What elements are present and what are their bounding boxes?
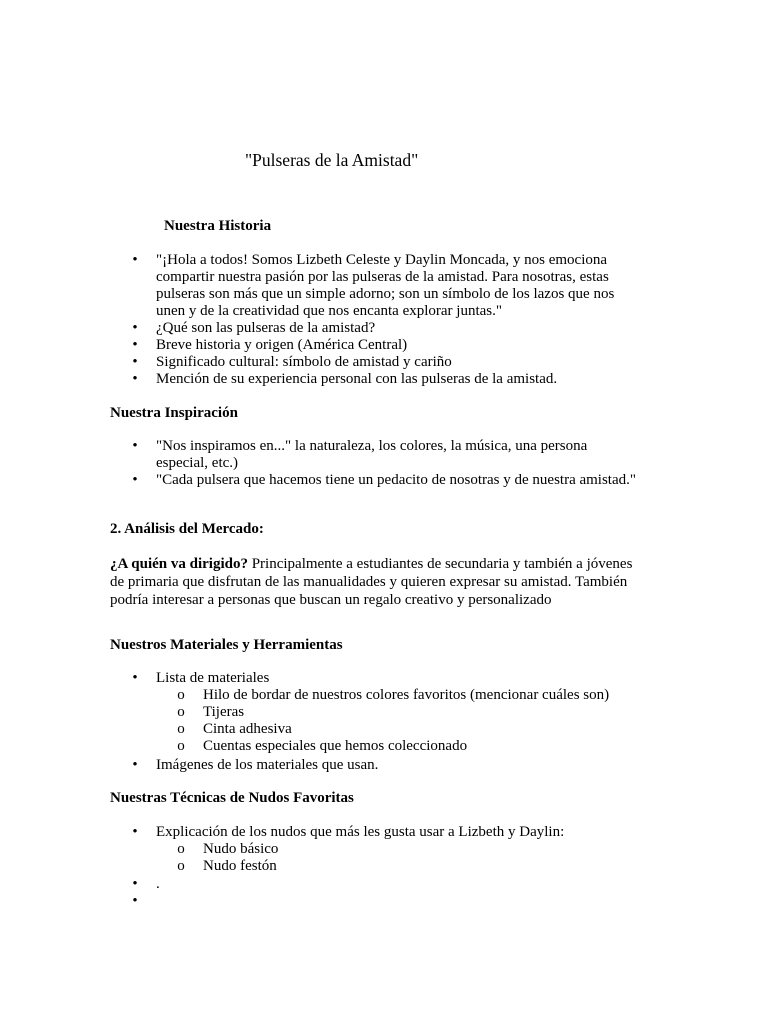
inspiracion-list-item-continuation: especial, etc.) bbox=[156, 455, 239, 471]
historia-intro-line: unen y de la creatividad que nos encanta explorar juntas." bbox=[156, 303, 502, 319]
sub-bullet-marker: o bbox=[177, 721, 185, 737]
bullet-marker: • bbox=[132, 438, 138, 454]
tecnicas-list-item: . bbox=[156, 876, 160, 892]
materiales-sub-item: Tijeras bbox=[203, 704, 245, 720]
mercado-paragraph-line bbox=[110, 556, 632, 573]
historia-list-item: Breve historia y origen (América Central) bbox=[156, 337, 408, 353]
bullet-marker: • bbox=[132, 824, 138, 840]
bullet-marker: • bbox=[132, 354, 138, 370]
materiales-sub-item: Cuentas especiales que hemos coleccionado bbox=[203, 738, 468, 754]
bullet-marker: • bbox=[132, 320, 138, 336]
mercado-paragraph-line: de primaria que disfrutan de las manualidades y quieren expresar su amistad. También bbox=[110, 574, 628, 590]
bullet-marker: • bbox=[132, 252, 138, 268]
section-heading-inspiracion: Nuestra Inspiración bbox=[110, 405, 238, 421]
bullet-marker: • bbox=[132, 876, 138, 892]
mercado-paragraph-line: podría interesar a personas que buscan un regalo creativo y personalizado bbox=[110, 592, 552, 608]
tecnicas-sub-item: Nudo básico bbox=[203, 841, 279, 857]
sub-bullet-marker: o bbox=[177, 704, 185, 720]
inspiracion-list-item: "Cada pulsera que hacemos tiene un pedacito de nosotras y de nuestra amistad." bbox=[156, 472, 637, 488]
historia-list-item: Mención de su experiencia personal con las pulseras de la amistad. bbox=[156, 371, 558, 387]
section-heading-materiales: Nuestros Materiales y Herramientas bbox=[110, 637, 343, 653]
tecnicas-list-item: Explicación de los nudos que más les gusta usar a Lizbeth y Daylin: bbox=[156, 824, 565, 840]
materiales-sub-item: Hilo de bordar de nuestros colores favoritos (mencionar cuáles son) bbox=[203, 687, 610, 703]
section-heading-tecnicas: Nuestras Técnicas de Nudos Favoritas bbox=[110, 790, 354, 806]
materiales-list-item: Imágenes de los materiales que usan. bbox=[156, 757, 379, 773]
bullet-marker: • bbox=[132, 893, 138, 909]
historia-intro-line: compartir nuestra pasión por las pulseras de la amistad. Para nosotras, estas bbox=[156, 269, 609, 285]
historia-list-item: ¿Qué son las pulseras de la amistad? bbox=[156, 320, 376, 336]
sub-bullet-marker: o bbox=[177, 738, 185, 754]
bullet-marker: • bbox=[132, 472, 138, 488]
section-heading-mercado: 2. Análisis del Mercado: bbox=[110, 521, 264, 537]
mercado-answer: Principalmente a estudiantes de secundaria y también a jóvenes bbox=[247, 556, 633, 572]
section-heading-historia: Nuestra Historia bbox=[164, 218, 272, 234]
document-title: "Pulseras de la Amistad" bbox=[245, 150, 419, 170]
bullet-marker: • bbox=[132, 670, 138, 686]
inspiracion-list-item: "Nos inspiramos en..." la naturaleza, los colores, la música, una persona bbox=[156, 438, 588, 454]
materiales-list-item: Lista de materiales bbox=[156, 670, 270, 686]
mercado-question: ¿A quién va dirigido? bbox=[110, 556, 248, 572]
historia-list-item: Significado cultural: símbolo de amistad y cariño bbox=[156, 354, 452, 370]
sub-bullet-marker: o bbox=[177, 858, 185, 874]
historia-intro-line: "¡Hola a todos! Somos Lizbeth Celeste y Daylin Moncada, y nos emociona bbox=[156, 252, 608, 268]
sub-bullet-marker: o bbox=[177, 841, 185, 857]
bullet-marker: • bbox=[132, 757, 138, 773]
tecnicas-sub-item: Nudo festón bbox=[203, 858, 277, 874]
materiales-sub-item: Cinta adhesiva bbox=[203, 721, 292, 737]
historia-intro-line: pulseras son más que un simple adorno; son un símbolo de los lazos que nos bbox=[156, 286, 615, 302]
sub-bullet-marker: o bbox=[177, 687, 185, 703]
bullet-marker: • bbox=[132, 371, 138, 387]
bullet-marker: • bbox=[132, 337, 138, 353]
